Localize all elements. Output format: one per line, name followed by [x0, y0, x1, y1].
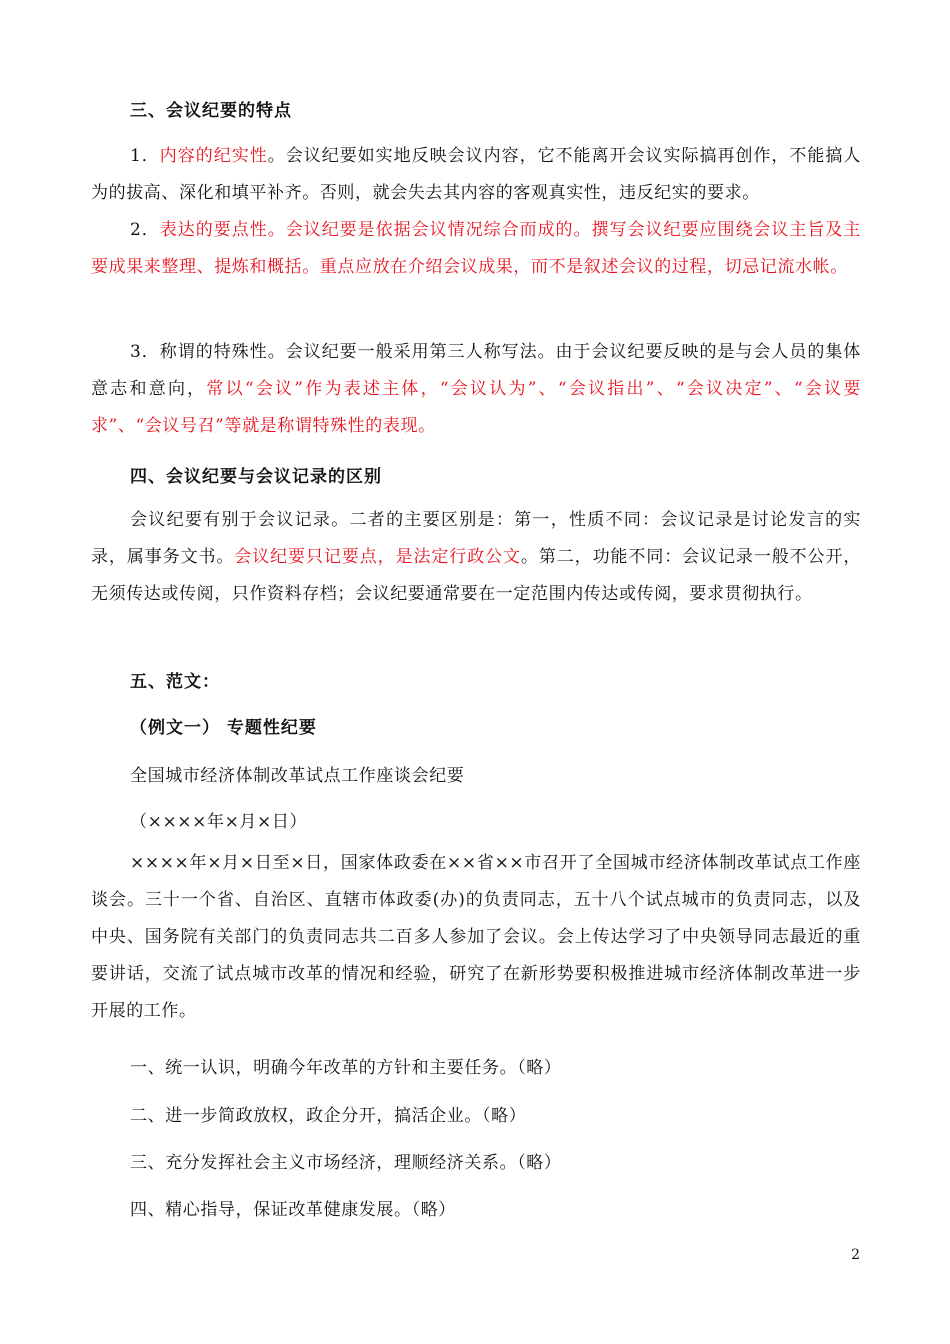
item1-text: 。会议纪要如实地反映会议内容，它不能离开会议实际搞再创作，不能搞人为的拔高、深化和填平补齐。否则，就会失去其内容的客观真实性，违反纪实的要求。 [91, 146, 861, 203]
item3-red-text: 常以“会议”作为表述主体，“会议认为”、“会议指出”、“会议决定”、“会议要求”、“会议号召”等就是称谓特殊性的表现。 [91, 379, 861, 436]
doc-date: （××××年×月×日） [130, 812, 308, 832]
item1-number: 1． [130, 146, 160, 166]
section4-paragraph [91, 502, 861, 613]
item2-number: 2． [130, 220, 160, 240]
section4-heading: 四、会议纪要与会议记录的区别 [130, 467, 382, 487]
section4-text-b: 。第二，功能不同：会议记录一般不公开，无须传达或传阅，只作资料存档；会议纪要通常要在一定范围内传达或传阅，要求贯彻执行。 [91, 547, 861, 604]
section4-red-text: 会议纪要只记要点，是法定行政公文 [234, 547, 521, 567]
item3-text: 称谓的特殊性。会议纪要一般采用第三人称写法。由于会议纪要反映的是与会人员的集体意志和意向， [91, 342, 861, 399]
point-4: 四、精心指导，保证改革健康发展。（略） [130, 1200, 456, 1220]
section3-item1 [91, 138, 861, 212]
item1-title: 内容的纪实性 [159, 146, 268, 166]
point-1: 一、统一认识，明确今年改革的方针和主要任务。（略） [130, 1058, 562, 1078]
doc-title: 全国城市经济体制改革试点工作座谈会纪要 [130, 766, 465, 786]
item2-text: 表达的要点性。会议纪要是依据会议情况综合而成的。撰写会议纪要应围绕会议主旨及主要成果来整理、提炼和概括。重点应放在介绍会议成果，而不是叙述会议的过程，切忌记流水帐。 [91, 220, 861, 277]
doc-body: ××××年×月×日至×日，国家体政委在××省××市召开了全国城市经济体制改革试点工作座谈会。三十一个省、自治区、直辖市体政委(办)的负责同志，五十八个试点城市的负责同志，以及中央、国务院有关部门的负责同志共二百多人参加了会议。会上传达学习了中央领导同志最近的重要讲话，交流了试点城市改革的情况和经验，研究了在新形势要积极推进城市经济体制改革进一步开展的工作。 [91, 853, 861, 1021]
section3-heading: 三、会议纪要的特点 [130, 101, 292, 121]
section3-item2 [91, 212, 861, 286]
section4-text-a: 会议纪要有别于会议记录。二者的主要区别是：第一，性质不同：会议记录是讨论发言的实录，属事务文书。 [91, 510, 861, 567]
point-2: 二、进一步简政放权，政企分开，搞活企业。（略） [130, 1106, 527, 1126]
example-heading: （例文一） 专题性纪要 [130, 718, 317, 738]
page-number: 2 [851, 1247, 860, 1263]
section3-item3 [91, 334, 861, 445]
point-3: 三、充分发挥社会主义市场经济，理顺经济关系。（略） [130, 1153, 562, 1173]
section5-heading: 五、范文： [130, 672, 220, 692]
item3-number: 3． [130, 342, 160, 362]
